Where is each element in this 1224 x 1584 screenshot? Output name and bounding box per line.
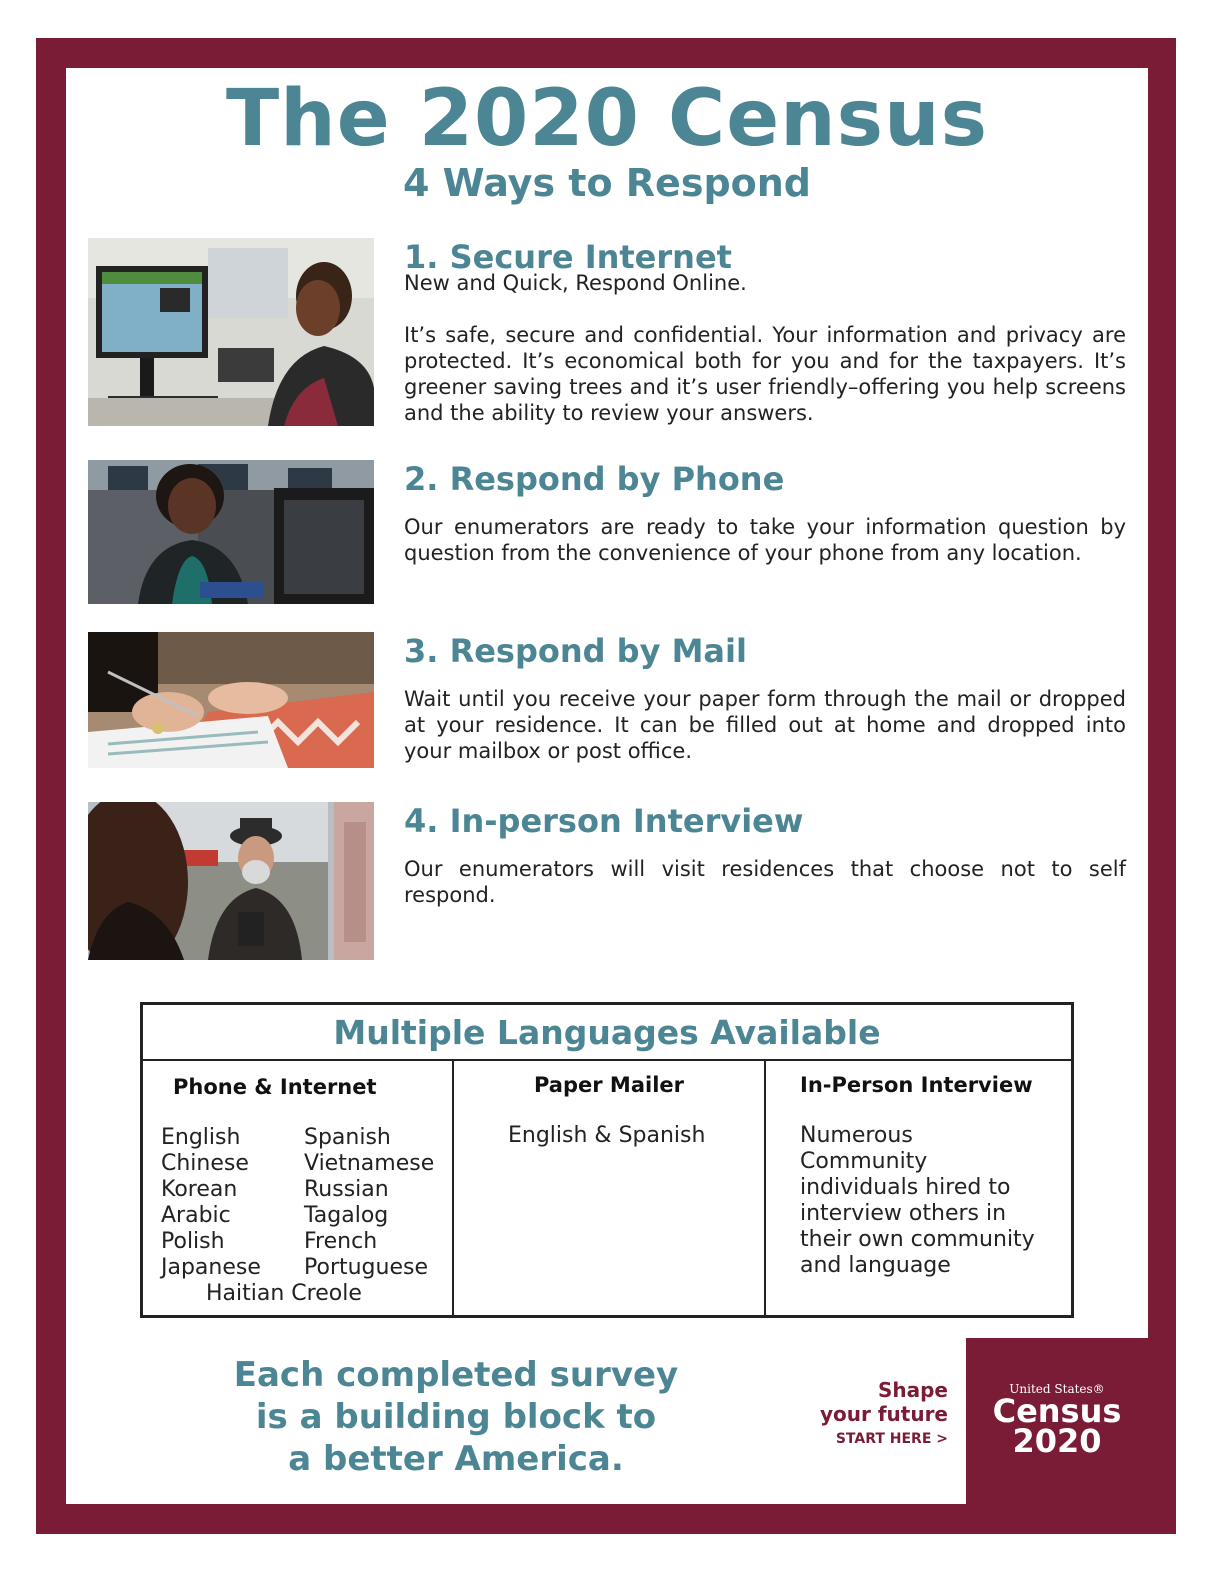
- paper-mailer-column: [454, 1061, 766, 1315]
- description-line: Community: [800, 1149, 928, 1174]
- section-heading: 1. Secure Internet: [404, 238, 732, 276]
- language-item: Arabic: [161, 1203, 231, 1228]
- languages-title: Multiple Languages Available: [143, 1005, 1071, 1061]
- photo-doorstep-interview: [88, 802, 374, 960]
- section-text: [404, 460, 1126, 566]
- language-item: Portuguese: [304, 1255, 428, 1280]
- phone-internet-heading: Phone & Internet: [173, 1075, 377, 1099]
- description-line: interview others in: [800, 1201, 1007, 1226]
- language-item: Polish: [161, 1229, 225, 1254]
- section-text: [404, 238, 1126, 426]
- section-text: [404, 802, 1126, 908]
- page-title: The 2020 Census: [225, 74, 989, 164]
- section-respond-by-mail: [88, 632, 1128, 768]
- phone-internet-column: [143, 1061, 454, 1315]
- tagline-line: Each completed survey: [233, 1355, 679, 1395]
- language-item: Russian: [304, 1177, 389, 1202]
- description-line: and language: [800, 1253, 951, 1278]
- in-person-heading: In-Person Interview: [800, 1073, 1033, 1097]
- section-body: Our enumerators will visit residences that choose not to self respond.: [404, 857, 1126, 907]
- language-item: Chinese: [161, 1151, 249, 1176]
- your-future-line: your future: [819, 1402, 948, 1426]
- section-secure-internet: [88, 238, 1128, 428]
- section-respond-by-phone: [88, 460, 1128, 606]
- page-subtitle: 4 Ways to Respond: [402, 161, 812, 205]
- phone-internet-language-list: [161, 1125, 451, 1307]
- language-item: Spanish: [304, 1125, 391, 1150]
- language-row: [161, 1177, 451, 1203]
- language-item: English: [161, 1125, 241, 1150]
- section-body: It’s safe, secure and confidential. Your information and privacy are protected. It’s economical both for you and for the taxpayers. It’s greener saving trees and it’s user friendly–offering you help screens and the ability to review your answers.: [404, 323, 1126, 425]
- flyer-page: [66, 68, 1148, 1504]
- language-item-haitian-creole: Haitian Creole: [206, 1281, 362, 1306]
- language-row: [161, 1229, 451, 1255]
- shape-line: Shape: [877, 1378, 948, 1402]
- language-row: [161, 1151, 451, 1177]
- logo-united-states: United States®: [1009, 1382, 1105, 1396]
- paper-mailer-heading: Paper Mailer: [533, 1073, 684, 1097]
- in-person-column: [766, 1061, 1071, 1315]
- census-2020-logo: [966, 1338, 1148, 1504]
- shape-your-future-block: [806, 1378, 948, 1450]
- footer-tagline: [206, 1354, 706, 1480]
- tagline-line: a better America.: [288, 1439, 624, 1479]
- language-item: Tagalog: [304, 1203, 389, 1228]
- logo-year: 2020: [1012, 1422, 1102, 1460]
- in-person-description: [800, 1123, 1060, 1279]
- section-lead: New and Quick, Respond Online.: [404, 271, 747, 295]
- photo-hands-filling-form: [88, 632, 374, 768]
- section-text: [404, 632, 1126, 764]
- section-in-person-interview: [88, 802, 1128, 962]
- section-heading: 4. In-person Interview: [404, 802, 804, 840]
- language-row: [161, 1255, 451, 1281]
- language-item: Korean: [161, 1177, 238, 1202]
- language-row: [161, 1125, 451, 1151]
- photo-call-center-woman: [88, 460, 374, 604]
- languages-table: [140, 1002, 1074, 1318]
- photo-office-worker-computer: [88, 238, 374, 426]
- description-line: their own community: [800, 1227, 1035, 1252]
- section-body: Wait until you receive your paper form through the mail or dropped at your residence. It can be filled out at home and dropped into your mailbox or post office.: [404, 687, 1126, 763]
- language-item: Vietnamese: [304, 1151, 435, 1176]
- section-body: Our enumerators are ready to take your information question by question from the convenience of your phone from any location.: [404, 515, 1126, 565]
- language-item: French: [304, 1229, 378, 1254]
- description-line: individuals hired to: [800, 1175, 1011, 1200]
- section-heading: 2. Respond by Phone: [404, 460, 785, 498]
- paper-mailer-languages: English & Spanish: [508, 1123, 706, 1148]
- section-heading: 3. Respond by Mail: [404, 632, 747, 670]
- tagline-line: is a building block to: [255, 1397, 657, 1437]
- language-item: Japanese: [161, 1255, 261, 1280]
- start-here-link[interactable]: START HERE >: [835, 1431, 948, 1447]
- description-line: Numerous: [800, 1123, 913, 1148]
- logo-census: Census: [992, 1392, 1122, 1430]
- language-row: [161, 1203, 451, 1229]
